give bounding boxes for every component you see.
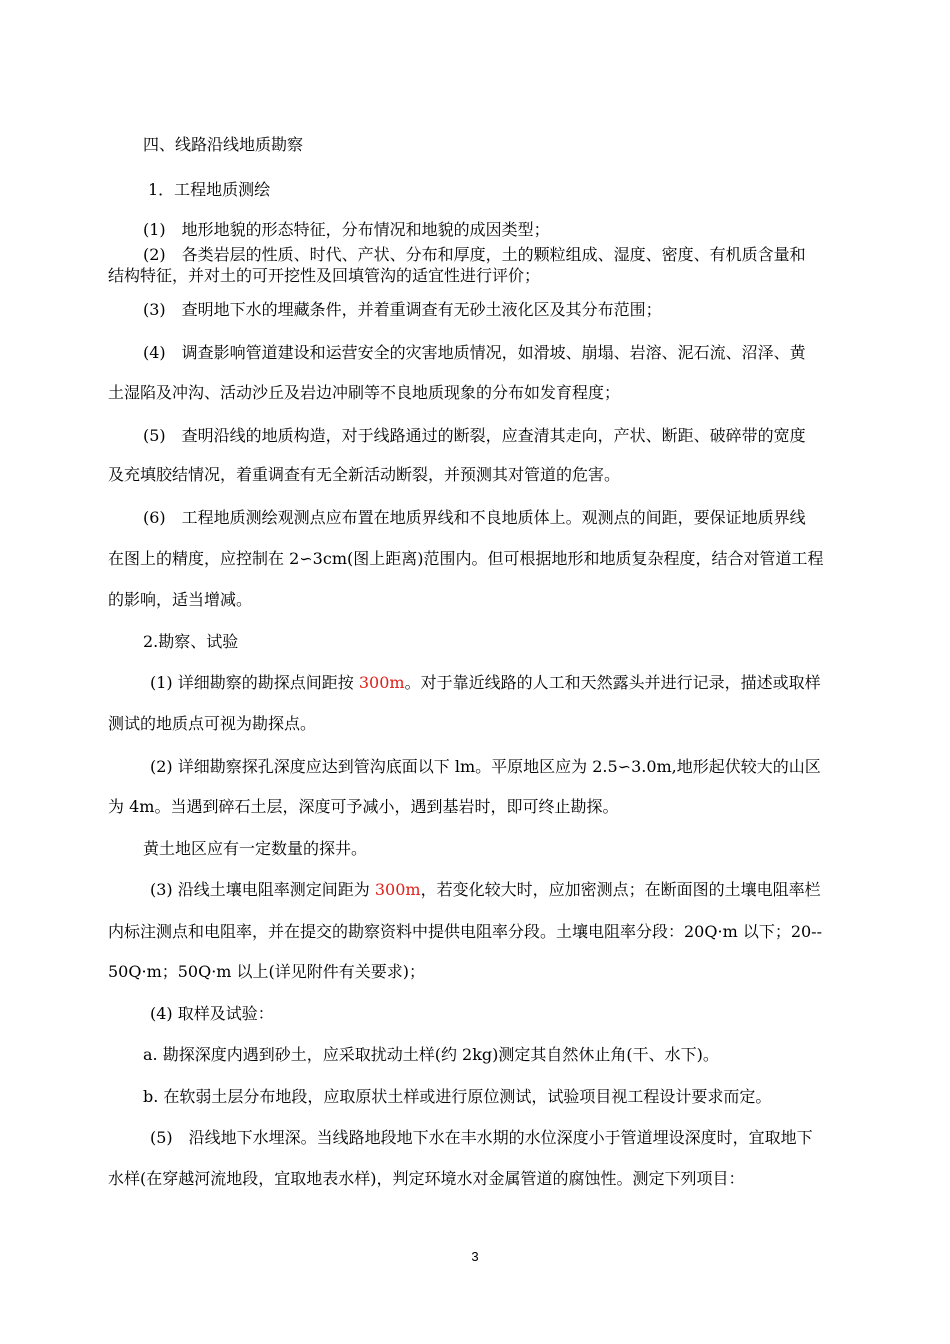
paragraph-1-6-line1: (6) 工程地质测绘观测点应布置在地质界线和不良地质体上。观测点的间距，要保证地质界线 xyxy=(143,508,806,527)
paragraph-2-4-b: b. 在软弱土层分布地段，应取原状土样或进行原位测试，试验项目视工程设计要求而定。 xyxy=(143,1087,772,1106)
paragraph-2-2-line1: (2) 详细勘察探孔深度应达到管沟底面以下 lm。平原地区应为 2.5∽3.0m,地形起伏较大的山区 xyxy=(150,757,821,776)
paragraph-2-3-text-b: ，若变化较大时，应加密测点；在断面图的土壤电阻率栏 xyxy=(420,880,821,899)
paragraph-1-5-line1: (5) 查明沿线的地质构造，对于线路通过的断裂，应查清其走向，产状、断距、破碎带的宽度 xyxy=(143,426,806,445)
paragraph-2-4-a: a. 勘探深度内遇到砂土，应采取扰动土样(约 2kg)测定其自然休止角(干、水下)。 xyxy=(143,1045,719,1064)
paragraph-2-3-text-a: (3) 沿线土壤电阻率测定间距为 xyxy=(150,880,375,899)
subsection-title-2: 2.勘察、试验 xyxy=(143,632,239,651)
subsection-title-1: 1．工程地质测绘 xyxy=(148,180,271,199)
paragraph-2-3-line2: 内标注测点和电阻率，并在提交的勘察资料中提供电阻率分段。土壤电阻率分段：20Q·m 以下；20-- xyxy=(108,922,822,941)
paragraph-2-3-line3: 50Q·m；50Q·m 以上(详见附件有关要求)； xyxy=(108,962,426,981)
paragraph-2-2-line3: 黄土地区应有一定数量的探井。 xyxy=(143,839,368,858)
paragraph-1-1: (1) 地形地貌的形态特征，分布情况和地貌的成因类型； xyxy=(143,220,550,239)
paragraph-1-2-line1: (2) 各类岩层的性质、时代、产状、分布和厚度，土的颗粒组成、湿度、密度、有机质含量和 xyxy=(143,245,806,264)
paragraph-2-3-line1 xyxy=(150,880,902,900)
paragraph-2-1-text-a: (1) 详细勘察的勘探点间距按 xyxy=(150,673,359,692)
paragraph-1-5-line2: 及充填胶结情况，着重调查有无全新活动断裂，并预测其对管道的危害。 xyxy=(108,465,621,484)
paragraph-2-1-text-b: 。对于靠近线路的人工和天然露头并进行记录，描述或取样 xyxy=(404,673,821,692)
highlighted-interval-value: 300m xyxy=(374,880,421,899)
paragraph-2-5-line1: (5) 沿线地下水埋深。当线路地段地下水在丰水期的水位深度小于管道埋设深度时，宜取地下 xyxy=(150,1128,813,1147)
section-heading: 四、线路沿线地质勘察 xyxy=(143,135,304,154)
paragraph-2-2-line2: 为 4m。当遇到碎石土层，深度可予减小，遇到基岩时，即可终止勘探。 xyxy=(108,797,619,816)
paragraph-2-4: (4) 取样及试验： xyxy=(150,1004,274,1023)
paragraph-1-3: (3) 查明地下水的埋藏条件，并着重调查有无砂土液化区及其分布范围； xyxy=(143,300,662,319)
paragraph-2-1-line1 xyxy=(150,673,902,693)
paragraph-1-2-line2: 结构特征，并对土的可开挖性及回填管沟的适宜性进行评价； xyxy=(108,266,541,285)
page-number: 3 xyxy=(471,1249,479,1264)
paragraph-1-6-line3: 的影响，适当增减。 xyxy=(108,590,253,609)
paragraph-2-5-line2: 水样(在穿越河流地段，宜取地表水样)，判定环境水对金属管道的腐蚀性。测定下列项目： xyxy=(108,1169,745,1188)
paragraph-1-6-line2: 在图上的精度，应控制在 2∽3cm(图上距离)范围内。但可根据地形和地质复杂程度，结合对管道工程 xyxy=(108,549,824,568)
highlighted-spacing-value: 300m xyxy=(358,673,405,692)
paragraph-1-4-line2: 土湿陷及冲沟、活动沙丘及岩边冲刷等不良地质现象的分布如发育程度； xyxy=(108,383,621,402)
paragraph-1-4-line1: (4) 调查影响管道建设和运营安全的灾害地质情况，如滑坡、崩塌、岩溶、泥石流、沼泽、黄 xyxy=(143,343,806,362)
paragraph-2-1-line2: 测试的地质点可视为勘探点。 xyxy=(108,714,317,733)
